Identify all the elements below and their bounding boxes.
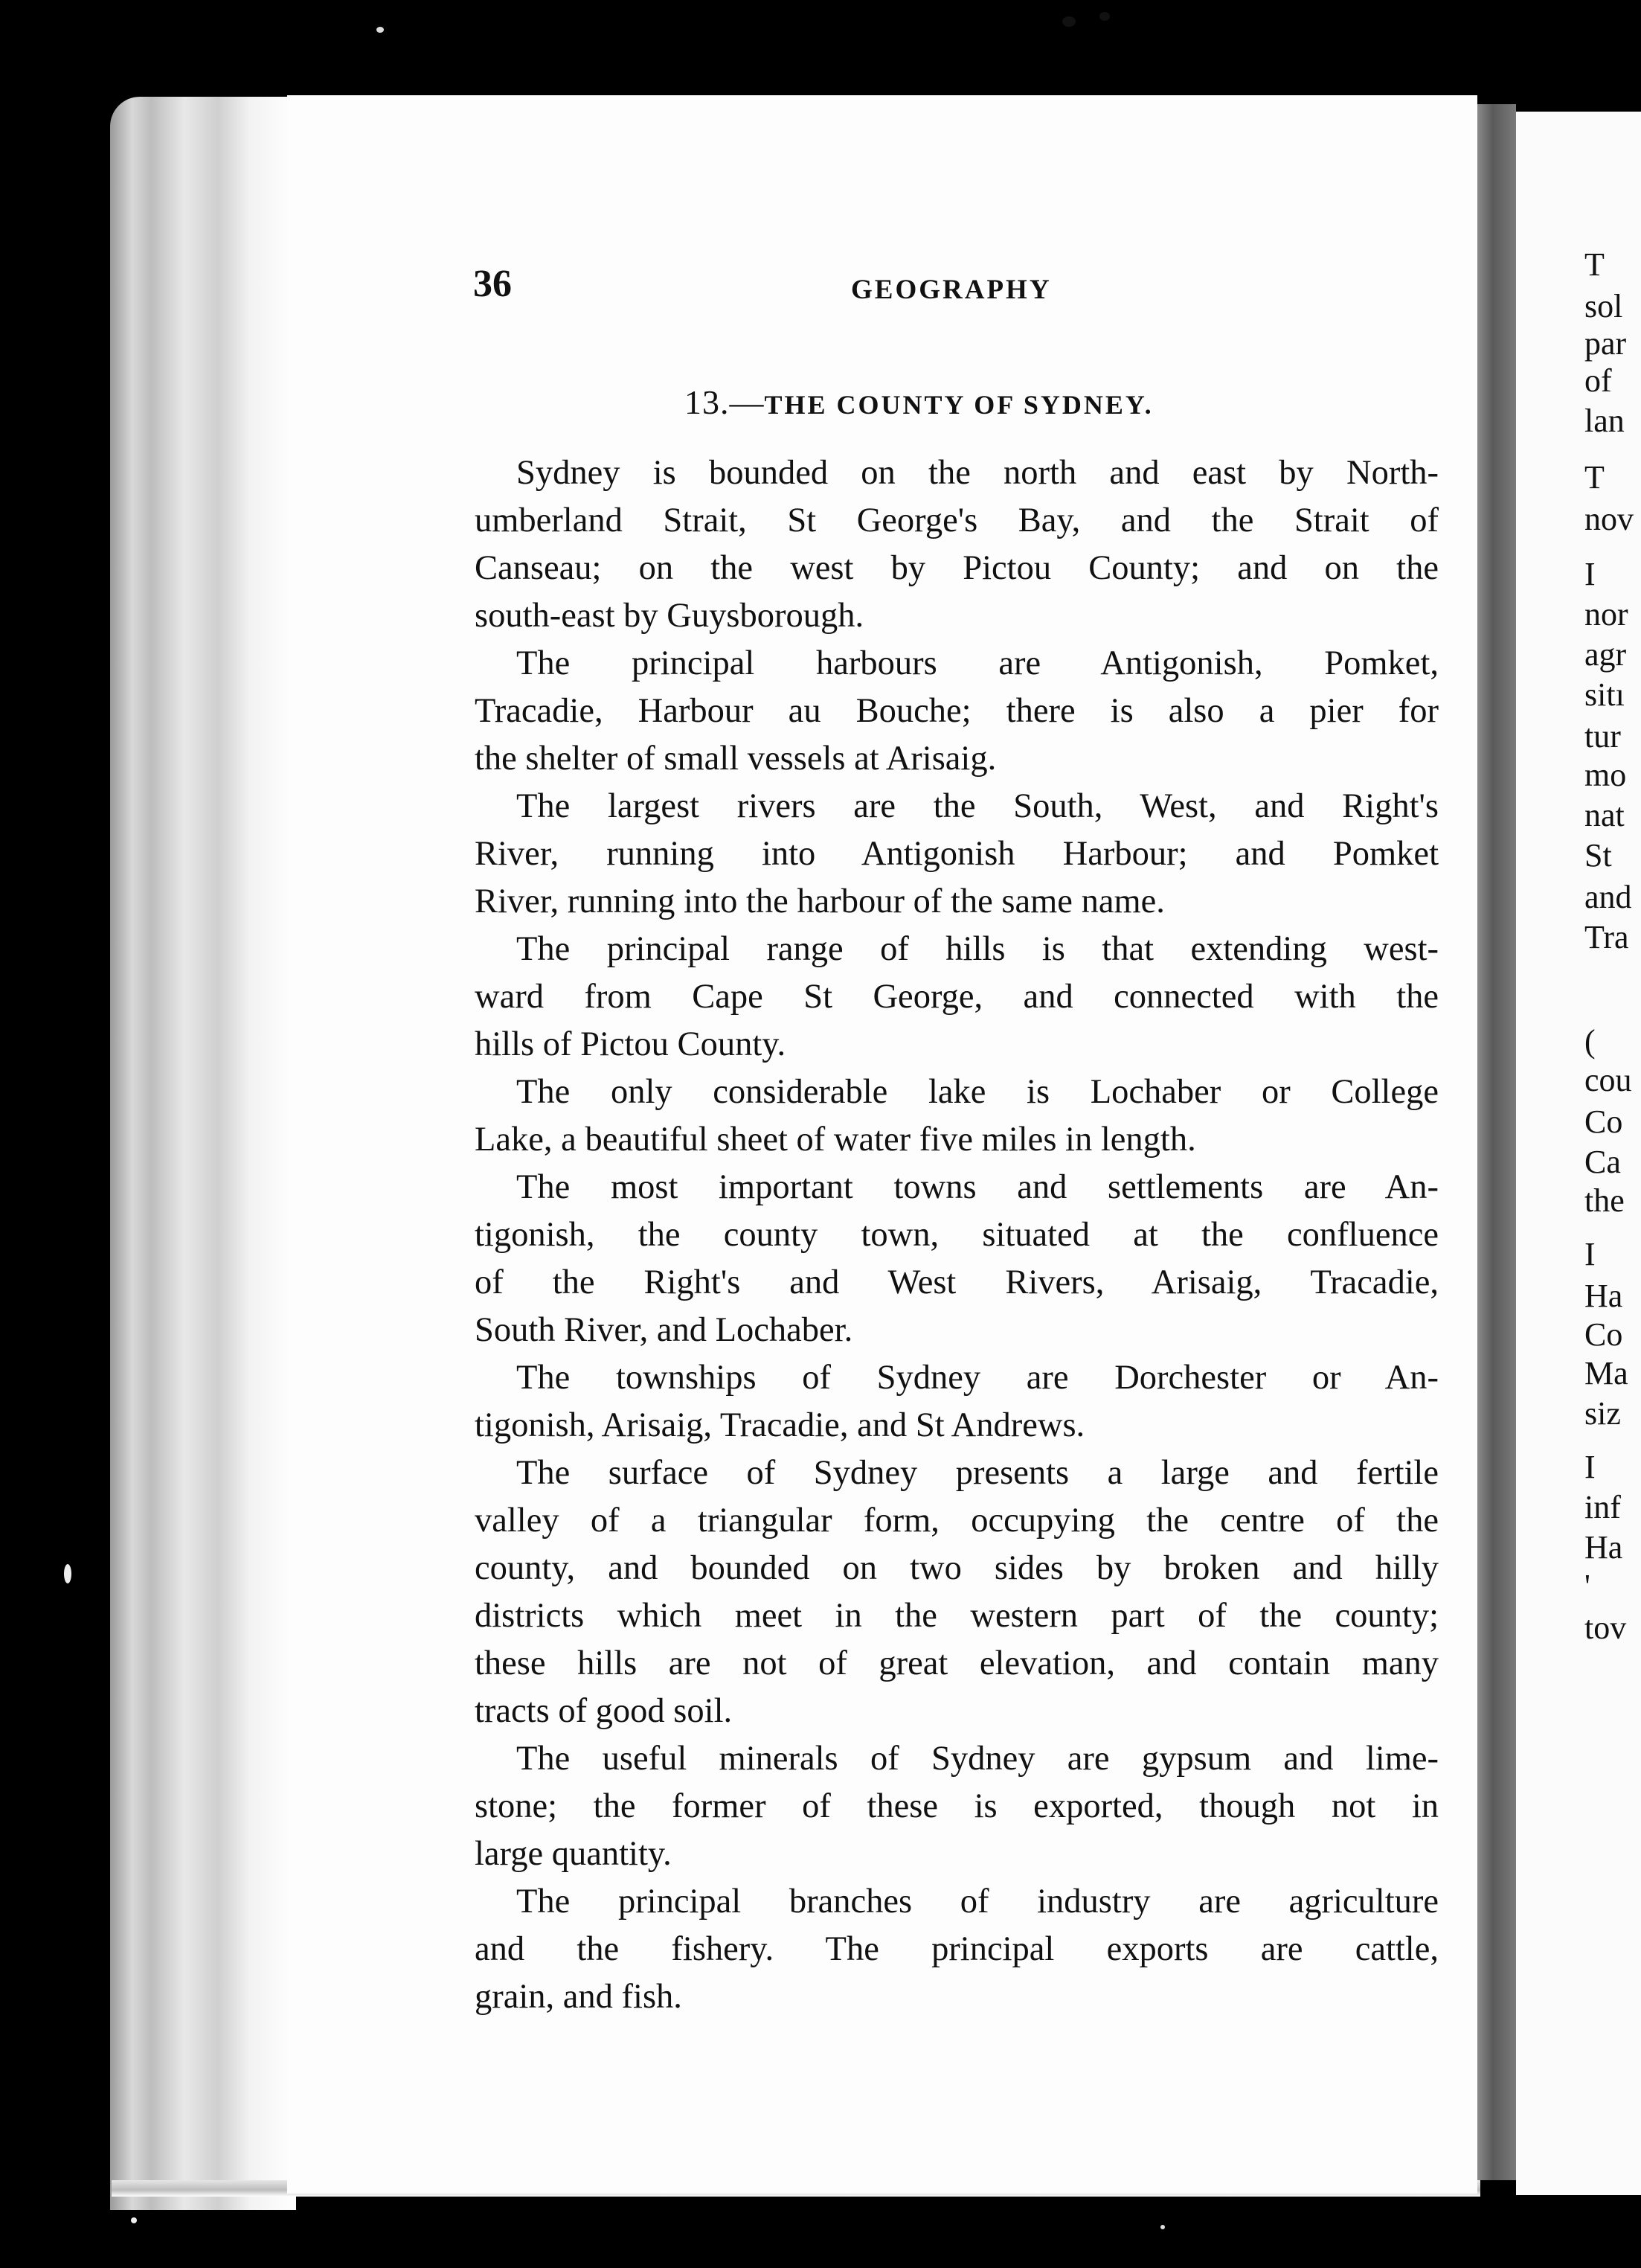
- text-line: The principal branches of industry are agriculture: [516, 1883, 1439, 1921]
- text-line: these hills are not of great elevation, and contain many: [475, 1644, 1439, 1682]
- paragraph: [475, 926, 1439, 1069]
- text-line: umberland Strait, St George's Bay, and the Strait of: [475, 502, 1439, 539]
- scan-speck: [1099, 12, 1110, 21]
- text-line: The townships of Sydney are Dorchester or An-: [516, 1359, 1439, 1397]
- page-stack-edge: [110, 97, 296, 2210]
- text-line: The most important towns and settlements are An-: [516, 1168, 1439, 1206]
- facing-page-fragment: nat: [1584, 797, 1625, 833]
- text-line: The largest rivers are the South, West, and Right's: [516, 787, 1439, 825]
- facing-page-fragment: St: [1584, 837, 1612, 874]
- facing-page-fragment: (: [1584, 1023, 1596, 1060]
- facing-page-fragment: agr: [1584, 636, 1627, 673]
- facing-page-fragment: Ca: [1584, 1144, 1621, 1180]
- text-line: and the fishery. The principal exports are cattle,: [475, 1930, 1439, 1968]
- facing-page-fragment: Ma: [1584, 1355, 1628, 1391]
- facing-page-fragment: Co: [1584, 1316, 1623, 1353]
- body-text: [475, 449, 1439, 2021]
- text-line: grain, and fish.: [475, 1978, 682, 2016]
- text-line: The principal range of hills is that extending west-: [516, 930, 1439, 968]
- text-line: Tracadie, Harbour au Bouche; there is also a pier for: [475, 692, 1439, 730]
- running-head: GEOGRAPHY: [851, 275, 1052, 305]
- facing-page-fragment: tov: [1584, 1609, 1627, 1646]
- text-line: Sydney is bounded on the north and east by North-: [516, 454, 1439, 492]
- facing-page-fragment: siz: [1584, 1395, 1621, 1432]
- text-line: of the Right's and West Rivers, Arisaig, Tracadie,: [475, 1263, 1439, 1301]
- scan-speck: [64, 1564, 71, 1583]
- text-line: large quantity.: [475, 1835, 672, 1873]
- facing-page-fragment: Ha: [1584, 1529, 1623, 1566]
- facing-page-fragment: nor: [1584, 596, 1628, 632]
- facing-page-fragment: T: [1584, 459, 1605, 496]
- facing-page-fragment: sol: [1584, 288, 1623, 324]
- facing-page-fragment: I: [1584, 1449, 1596, 1485]
- paragraph: [475, 449, 1439, 640]
- text-line: Canseau; on the west by Pictou County; and on the: [475, 549, 1439, 587]
- text-line: The useful minerals of Sydney are gypsum and lime-: [516, 1740, 1439, 1778]
- facing-page-fragment: Co: [1584, 1103, 1623, 1140]
- facing-page-fragment: nov: [1584, 501, 1634, 537]
- paragraph: [475, 1164, 1439, 1354]
- paragraph: [475, 1735, 1439, 1878]
- facing-page-fragment: ': [1584, 1568, 1590, 1604]
- text-line: ward from Cape St George, and connected with the: [475, 978, 1439, 1016]
- facing-page-fragment: Tra: [1584, 919, 1629, 955]
- page-number: 36: [473, 263, 512, 305]
- facing-page-fragment: I: [1584, 1236, 1596, 1272]
- facing-page-fragment: lan: [1584, 403, 1625, 439]
- text-line: The only considerable lake is Lochaber or College: [516, 1073, 1439, 1111]
- facing-page-fragment: mo: [1584, 757, 1627, 793]
- scan-speck: [376, 27, 384, 33]
- paragraph: [475, 783, 1439, 926]
- text-line: south-east by Guysborough.: [475, 597, 864, 635]
- facing-page-fragment: T: [1584, 246, 1605, 283]
- text-line: the shelter of small vessels at Arisaig.: [475, 740, 997, 778]
- section-number: 13.—: [684, 383, 765, 421]
- facing-page-fragment: inf: [1584, 1489, 1621, 1525]
- paragraph: [475, 1069, 1439, 1164]
- text-line: tigonish, the county town, situated at the confluence: [475, 1216, 1439, 1254]
- paragraph: [475, 640, 1439, 783]
- text-line: districts which meet in the western part of the county;: [475, 1597, 1439, 1635]
- scan-speck: [1160, 2225, 1165, 2229]
- facing-page-fragment: tur: [1584, 718, 1621, 755]
- text-line: South River, and Lochaber.: [475, 1311, 853, 1349]
- text-line: Lake, a beautiful sheet of water five miles in length.: [475, 1121, 1196, 1159]
- text-line: River, running into Antigonish Harbour; and Pomket: [475, 835, 1439, 873]
- paragraph: [475, 1449, 1439, 1735]
- facing-page-fragment: of: [1584, 362, 1612, 399]
- facing-page-fragment: sitı: [1584, 676, 1625, 713]
- text-line: stone; the former of these is exported, though not in: [475, 1787, 1439, 1825]
- text-line: county, and bounded on two sides by broken and hilly: [475, 1549, 1439, 1587]
- facing-page: [1516, 112, 1641, 2195]
- facing-page-fragment: par: [1584, 325, 1627, 362]
- scan-speck: [1062, 16, 1076, 27]
- facing-page-fragment: I: [1584, 556, 1596, 592]
- text-line: tracts of good soil.: [475, 1692, 733, 1730]
- paragraph: [475, 1354, 1439, 1449]
- text-line: The principal harbours are Antigonish, Pomket,: [516, 644, 1439, 682]
- section-title: [684, 382, 1154, 422]
- text-line: tigonish, Arisaig, Tracadie, and St Andrews.: [475, 1406, 1085, 1444]
- text-line: The surface of Sydney presents a large and fertile: [516, 1454, 1439, 1492]
- paragraph: [475, 1878, 1439, 2021]
- scan-speck: [131, 2217, 137, 2223]
- section-title-text: THE COUNTY OF SYDNEY.: [764, 390, 1154, 420]
- text-line: valley of a triangular form, occupying the centre of the: [475, 1502, 1439, 1540]
- facing-page-fragment: cou: [1584, 1062, 1632, 1098]
- facing-page-fragment: the: [1584, 1182, 1625, 1219]
- book-gutter: [1477, 104, 1516, 2180]
- text-line: River, running into the harbour of the same name.: [475, 882, 1165, 920]
- text-line: hills of Pictou County.: [475, 1025, 786, 1063]
- facing-page-fragment: and: [1584, 879, 1632, 915]
- facing-page-fragment: Ha: [1584, 1278, 1623, 1314]
